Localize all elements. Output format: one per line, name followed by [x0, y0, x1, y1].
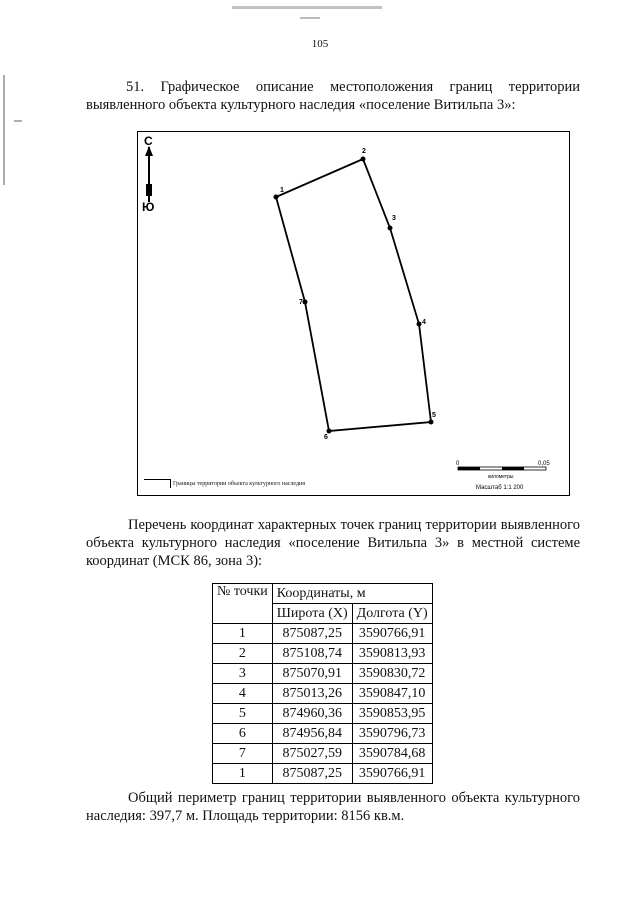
boundary-point [429, 420, 434, 425]
boundary-point [274, 195, 279, 200]
cell-lat: 875087,25 [272, 624, 352, 644]
header-latitude: Широта (X) [272, 604, 352, 624]
point-label: 1 [280, 187, 284, 194]
boundary-point [388, 226, 393, 231]
boundary-point [327, 429, 332, 434]
cell-point: 2 [213, 644, 273, 664]
page-number: 105 [311, 38, 329, 50]
header-longitude: Долгота (Y) [352, 604, 432, 624]
point-label: 3 [392, 215, 396, 222]
point-label: 2 [362, 148, 366, 155]
cell-lon: 3590853,95 [352, 704, 432, 724]
map-canvas [138, 132, 569, 495]
legend-swatch [144, 479, 171, 488]
compass-north-label: С [144, 134, 153, 148]
cell-lat: 875027,59 [272, 744, 352, 764]
boundary-point [417, 322, 422, 327]
cell-lat: 875087,25 [272, 764, 352, 784]
cell-lon: 3590766,91 [352, 624, 432, 644]
coordinates-table [212, 583, 433, 784]
point-label: 7 [299, 299, 303, 306]
cell-lat: 875108,74 [272, 644, 352, 664]
compass-south-label: Ю [142, 200, 155, 214]
scale-units: километры [488, 474, 514, 480]
scale-ratio: Масштаб 1:1 200 [476, 485, 524, 491]
cell-lat: 875070,91 [272, 664, 352, 684]
cell-point: 5 [213, 704, 273, 724]
table-row [213, 744, 433, 764]
coords-intro: Перечень координат характерных точек границ территории выявленного объекта культурного наследия «поселение Витильпа 3» в местной системе координат (МСК 86, зона 3): [86, 517, 580, 569]
point-label: 6 [324, 434, 328, 441]
scale-start: 0 [456, 461, 460, 467]
cell-point: 3 [213, 664, 273, 684]
cell-lat: 874960,36 [272, 704, 352, 724]
cell-lon: 3590766,91 [352, 764, 432, 784]
section-heading: 51. Графическое описание местоположения границ территории выявленного объекта культурного наследия «поселение Витильпа 3»: [86, 79, 580, 113]
cell-lon: 3590830,72 [352, 664, 432, 684]
table-row [213, 704, 433, 724]
cell-lon: 3590813,93 [352, 644, 432, 664]
map-legend [144, 479, 305, 488]
cell-lon: 3590784,68 [352, 744, 432, 764]
territory-boundary [276, 159, 431, 431]
scan-artifact [3, 75, 5, 185]
cell-lon: 3590796,73 [352, 724, 432, 744]
cell-point: 1 [213, 624, 273, 644]
table-row [213, 684, 433, 704]
table-row [213, 724, 433, 744]
boundary-map [137, 131, 570, 496]
cell-point: 1 [213, 764, 273, 784]
table-row [213, 644, 433, 664]
cell-point: 6 [213, 724, 273, 744]
point-label: 5 [432, 412, 436, 419]
cell-lon: 3590847,10 [352, 684, 432, 704]
boundary-point [303, 300, 308, 305]
legend-label: Границы территории объекта культурного наследия [173, 480, 306, 487]
table-row [213, 624, 433, 644]
table-row [213, 764, 433, 784]
header-coordinates: Координаты, м [272, 584, 432, 604]
scan-artifact [300, 17, 320, 19]
point-label: 4 [422, 319, 426, 326]
cell-lat: 874956,84 [272, 724, 352, 744]
cell-lat: 875013,26 [272, 684, 352, 704]
boundary-point [361, 157, 366, 162]
north-arrow-icon [142, 134, 154, 214]
scale-bar [456, 461, 550, 491]
table-row [213, 664, 433, 684]
summary-paragraph: Общий периметр границ территории выявленного объекта культурного наследия: 397,7 м. Площадь территории: 8156 кв.м. [86, 790, 580, 824]
scan-artifact [232, 6, 382, 9]
table-header-row [213, 584, 433, 604]
cell-point: 4 [213, 684, 273, 704]
header-point-number: № точки [213, 584, 273, 624]
cell-point: 7 [213, 744, 273, 764]
scale-end: 0,05 [538, 461, 550, 467]
scan-artifact [14, 120, 22, 122]
